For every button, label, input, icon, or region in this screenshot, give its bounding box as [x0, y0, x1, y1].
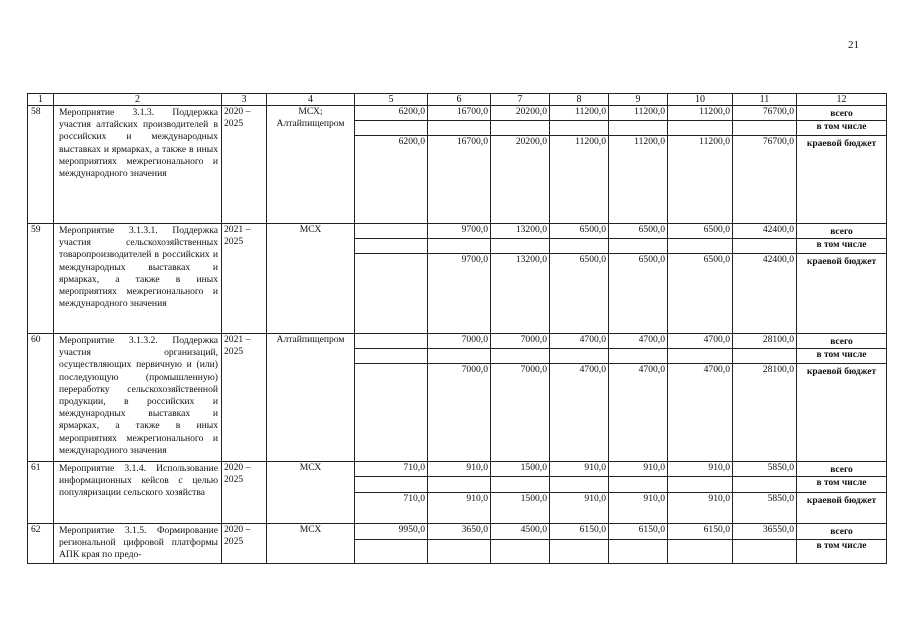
- value-cell: 710,0: [355, 462, 428, 477]
- value-cell: 4700,0: [668, 334, 733, 349]
- value-cell: 910,0: [668, 492, 733, 523]
- row-number: 60: [28, 334, 54, 462]
- value-cell: 20200,0: [491, 106, 550, 121]
- column-header: 2: [54, 94, 222, 106]
- table-row: [28, 334, 887, 349]
- funding-label: всего: [797, 334, 887, 349]
- value-cell: 710,0: [355, 492, 428, 523]
- value-cell: 11200,0: [550, 136, 609, 224]
- value-cell: 5850,0: [733, 492, 797, 523]
- value-cell: 7000,0: [428, 334, 491, 349]
- activity-executor: МСХ: [267, 224, 355, 334]
- value-cell: 1500,0: [491, 492, 550, 523]
- activity-years: 2020 – 2025: [222, 106, 267, 224]
- value-cell: 910,0: [550, 492, 609, 523]
- column-header: 5: [355, 94, 428, 106]
- activity-description: Мероприятие 3.1.3.2. Поддержка участия организаций, осуществляющих первичную и (или) последующую (промышленную) переработку сельскохозяйственной продукции, в российских и международных выставках и ярмарках, а также в иных мероприятиях межрегионального и международного значения: [54, 334, 222, 462]
- value-cell: 6500,0: [668, 254, 733, 334]
- activity-description: Мероприятие 3.1.3.1. Поддержка участия сельскохозяйственных товаропроизводителей в российских и международных выставках и ярмарках, а также в иных мероприятиях межрегионального и международного значения: [54, 224, 222, 334]
- value-cell: 9950,0: [355, 524, 428, 540]
- value-cell: 6200,0: [355, 136, 428, 224]
- value-cell: 6500,0: [550, 254, 609, 334]
- value-cell: 13200,0: [491, 224, 550, 239]
- column-header: 7: [491, 94, 550, 106]
- activity-years: 2020 – 2025: [222, 524, 267, 564]
- value-cell: 76700,0: [733, 136, 797, 224]
- value-cell: 11200,0: [668, 106, 733, 121]
- value-cell: 4700,0: [609, 334, 668, 349]
- value-cell: 28100,0: [733, 334, 797, 349]
- activity-executor: МСХ; Алтайпищепром: [267, 106, 355, 224]
- value-cell: 910,0: [609, 492, 668, 523]
- value-cell: 11200,0: [668, 136, 733, 224]
- value-cell: 6200,0: [355, 106, 428, 121]
- column-header: 3: [222, 94, 267, 106]
- activity-description: Мероприятие 3.1.5. Формирование региональной цифровой платформы АПК края по предо-: [54, 524, 222, 564]
- value-cell: 9700,0: [428, 254, 491, 334]
- value-cell: 6500,0: [668, 224, 733, 239]
- column-header: 1: [28, 94, 54, 106]
- funding-label: всего: [797, 462, 887, 477]
- value-cell: 910,0: [428, 492, 491, 523]
- value-cell: 13200,0: [491, 254, 550, 334]
- program-table: [27, 93, 887, 564]
- column-header: 6: [428, 94, 491, 106]
- value-cell: 6150,0: [668, 524, 733, 540]
- table-row: [28, 106, 887, 121]
- activity-years: 2021 – 2025: [222, 224, 267, 334]
- funding-label: краевой бюджет: [797, 492, 887, 523]
- value-cell: 16700,0: [428, 136, 491, 224]
- value-cell: [355, 364, 428, 462]
- value-cell: 4700,0: [668, 364, 733, 462]
- value-cell: 5850,0: [733, 462, 797, 477]
- value-cell: 6500,0: [609, 254, 668, 334]
- value-cell: 36550,0: [733, 524, 797, 540]
- value-cell: 20200,0: [491, 136, 550, 224]
- value-cell: 16700,0: [428, 106, 491, 121]
- funding-label: в том числе: [797, 121, 887, 136]
- value-cell: 6500,0: [609, 224, 668, 239]
- value-cell: 76700,0: [733, 106, 797, 121]
- value-cell: 910,0: [609, 462, 668, 477]
- value-cell: [355, 224, 428, 239]
- value-cell: 910,0: [550, 462, 609, 477]
- value-cell: 7000,0: [491, 334, 550, 349]
- activity-description: Мероприятие 3.1.4. Использование информационных кейсов с целью популяризации сельского хозяйства: [54, 462, 222, 524]
- column-header: 9: [609, 94, 668, 106]
- column-header: 12: [797, 94, 887, 106]
- funding-label: в том числе: [797, 349, 887, 364]
- funding-label: всего: [797, 106, 887, 121]
- value-cell: 42400,0: [733, 254, 797, 334]
- activity-description: Мероприятие 3.1.3. Поддержка участия алтайских производителей в российских и международных выставках и ярмарках, а также в иных мероприятиях межрегионального и международного значения: [54, 106, 222, 224]
- value-cell: [355, 334, 428, 349]
- funding-label: краевой бюджет: [797, 364, 887, 462]
- value-cell: 4700,0: [550, 364, 609, 462]
- value-cell: 4700,0: [609, 364, 668, 462]
- column-header: 4: [267, 94, 355, 106]
- value-cell: 42400,0: [733, 224, 797, 239]
- value-cell: 11200,0: [609, 106, 668, 121]
- value-cell: 6150,0: [609, 524, 668, 540]
- value-cell: 3650,0: [428, 524, 491, 540]
- funding-label: всего: [797, 224, 887, 239]
- page-number: 21: [848, 39, 859, 51]
- value-cell: [355, 254, 428, 334]
- activity-years: 2021 – 2025: [222, 334, 267, 462]
- value-cell: 11200,0: [609, 136, 668, 224]
- funding-label: в том числе: [797, 477, 887, 492]
- row-number: 62: [28, 524, 54, 564]
- value-cell: 4700,0: [550, 334, 609, 349]
- row-number: 61: [28, 462, 54, 524]
- funding-label: в том числе: [797, 239, 887, 254]
- activity-years: 2020 – 2025: [222, 462, 267, 524]
- value-cell: 6150,0: [550, 524, 609, 540]
- value-cell: 1500,0: [491, 462, 550, 477]
- activity-executor: МСХ: [267, 524, 355, 564]
- value-cell: 4500,0: [491, 524, 550, 540]
- row-number: 58: [28, 106, 54, 224]
- row-number: 59: [28, 224, 54, 334]
- value-cell: 11200,0: [550, 106, 609, 121]
- column-header: 10: [668, 94, 733, 106]
- activity-executor: Алтайпищепром: [267, 334, 355, 462]
- column-number-row: [28, 94, 887, 106]
- value-cell: 910,0: [428, 462, 491, 477]
- table-row: [28, 462, 887, 477]
- value-cell: 7000,0: [491, 364, 550, 462]
- value-cell: 910,0: [668, 462, 733, 477]
- column-header: 8: [550, 94, 609, 106]
- funding-label: краевой бюджет: [797, 254, 887, 334]
- value-cell: 7000,0: [428, 364, 491, 462]
- value-cell: 28100,0: [733, 364, 797, 462]
- column-header: 11: [733, 94, 797, 106]
- funding-label: краевой бюджет: [797, 136, 887, 224]
- table-row: [28, 224, 887, 239]
- table-row: [28, 524, 887, 540]
- value-cell: 9700,0: [428, 224, 491, 239]
- value-cell: 6500,0: [550, 224, 609, 239]
- funding-label: всего: [797, 524, 887, 540]
- activity-executor: МСХ: [267, 462, 355, 524]
- funding-label: в том числе: [797, 539, 887, 563]
